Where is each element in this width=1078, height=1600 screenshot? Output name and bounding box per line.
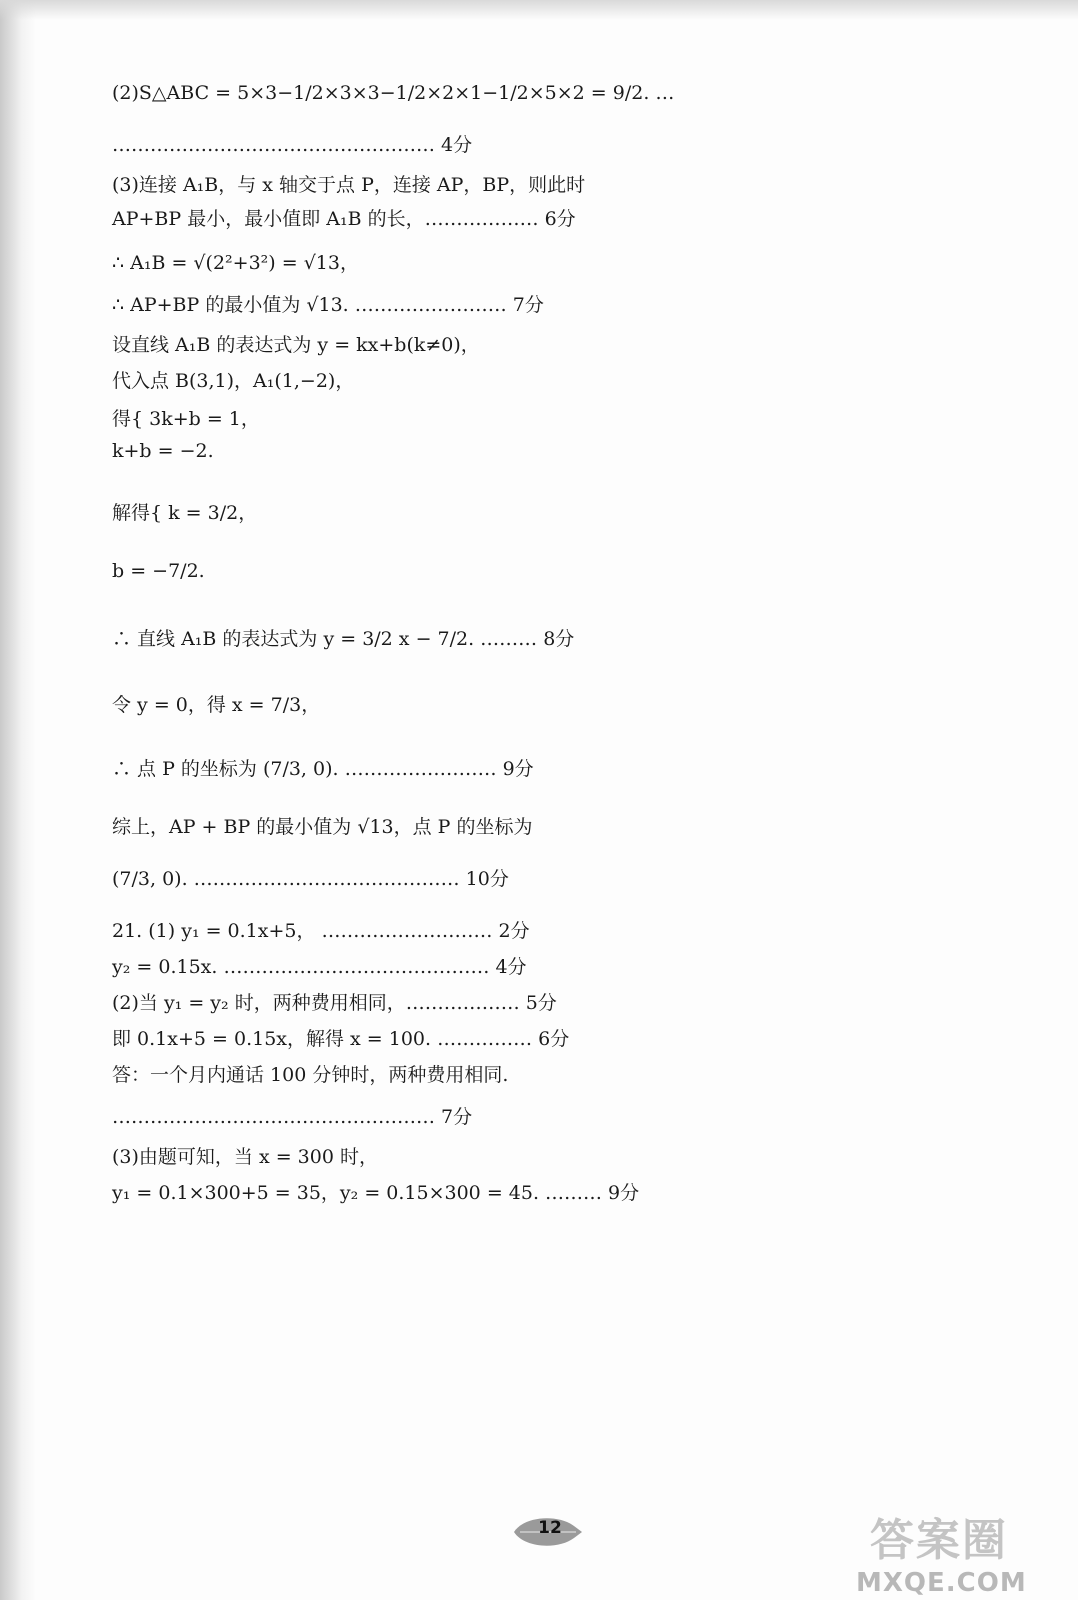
watermark-site: MXQE.COM — [856, 1568, 1027, 1598]
page-edge-shadow — [0, 0, 36, 1600]
left-line: …………………………………………… 7分 — [112, 1106, 473, 1128]
left-line: 答：一个月内通话 100 分钟时，两种费用相同. — [112, 1064, 509, 1086]
left-line: (7/3, 0). …………………………………… 10分 — [112, 868, 509, 890]
left-line: (3)连接 A₁B，与 x 轴交于点 P，连接 AP，BP，则此时 — [112, 174, 586, 196]
left-line: 代入点 B(3,1)，A₁(1,−2)， — [112, 370, 355, 392]
left-line: 令 y = 0，得 x = 7/3， — [112, 694, 321, 716]
left-line: 即 0.1x+5 = 0.15x，解得 x = 100. …………… 6分 — [112, 1028, 570, 1050]
left-line: 解得{ k = 3/2， — [112, 502, 258, 524]
left-line: (3)由题可知，当 x = 300 时， — [112, 1146, 378, 1168]
page-number: 12 — [538, 1518, 562, 1538]
left-line: 21. (1) y₁ = 0.1x+5， ……………………… 2分 — [112, 920, 530, 942]
left-line: b = −7/2. — [112, 560, 205, 582]
left-line: (2)S△ABC = 5×3−1/2×3×3−1/2×2×1−1/2×5×2 = 9/2. … — [112, 82, 675, 104]
watermark-logo: 答案圈 — [870, 1515, 1008, 1566]
left-line: ∴ AP+BP 的最小值为 √13. …………………… 7分 — [112, 294, 544, 316]
left-line: …………………………………………… 4分 — [112, 134, 473, 156]
left-line: k+b = −2. — [112, 440, 214, 462]
left-line: 得{ 3k+b = 1， — [112, 408, 260, 430]
left-line: y₁ = 0.1×300+5 = 35，y₂ = 0.15×300 = 45. ……… 9分 — [112, 1182, 640, 1204]
left-line: (2)当 y₁ = y₂ 时，两种费用相同，……………… 5分 — [112, 992, 557, 1014]
left-line: AP+BP 最小，最小值即 A₁B 的长，……………… 6分 — [112, 208, 576, 230]
left-line: ∴ 直线 A₁B 的表达式为 y = 3/2 x − 7/2. ……… 8分 — [112, 628, 575, 650]
left-line: 设直线 A₁B 的表达式为 y = kx+b(k≠0)， — [112, 334, 480, 356]
left-line: ∴ A₁B = √(2²+3²) = √13， — [112, 252, 359, 274]
left-line: y₂ = 0.15x. …………………………………… 4分 — [112, 956, 527, 978]
left-line: ∴ 点 P 的坐标为 (7/3, 0). …………………… 9分 — [112, 758, 534, 780]
left-line: 综上，AP + BP 的最小值为 √13，点 P 的坐标为 — [112, 816, 533, 838]
page-top-shadow — [0, 0, 1078, 20]
